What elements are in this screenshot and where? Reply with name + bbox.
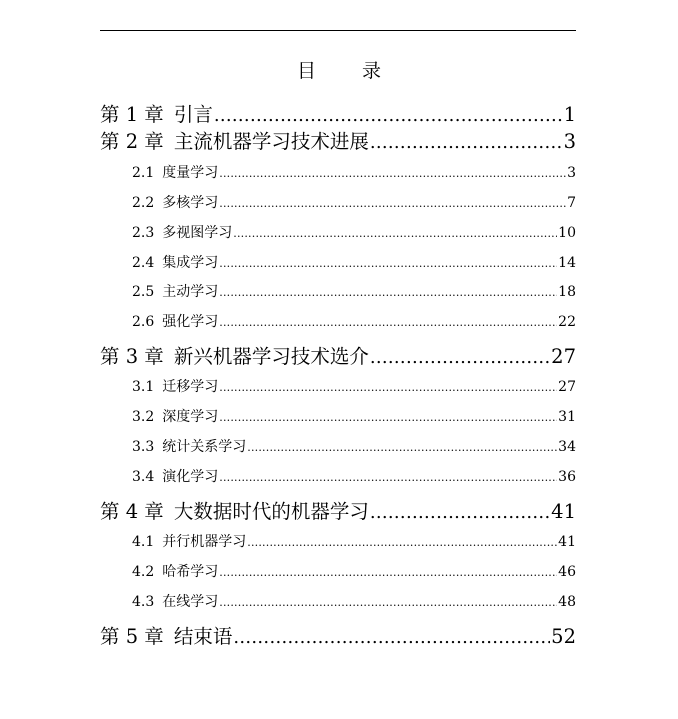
toc-page: 41 bbox=[558, 534, 576, 550]
toc-page: 3 bbox=[563, 130, 576, 153]
toc-page: 27 bbox=[551, 345, 576, 368]
toc-number: 4.3 bbox=[132, 594, 155, 610]
toc-section[interactable] bbox=[132, 252, 576, 272]
toc-label: 强化学习 bbox=[162, 314, 219, 330]
toc-label: 结束语 bbox=[173, 625, 233, 648]
toc-number: 第 2 章 bbox=[100, 130, 164, 153]
toc-number: 2.1 bbox=[132, 165, 155, 181]
toc-section[interactable] bbox=[132, 561, 576, 581]
toc-number: 第 5 章 bbox=[100, 625, 164, 648]
toc-label: 主流机器学习技术进展 bbox=[173, 130, 369, 153]
toc-page: 18 bbox=[558, 284, 576, 300]
toc-page: 7 bbox=[567, 195, 576, 211]
toc-number: 2.6 bbox=[132, 314, 155, 330]
toc-leader bbox=[219, 284, 557, 300]
toc-number: 3.3 bbox=[132, 439, 155, 455]
toc-section[interactable] bbox=[132, 222, 576, 242]
toc-number: 3.1 bbox=[132, 379, 155, 395]
toc-leader bbox=[214, 103, 563, 126]
toc-leader bbox=[233, 225, 557, 241]
toc-leader bbox=[219, 314, 557, 330]
toc-label: 哈希学习 bbox=[162, 564, 219, 580]
toc-page: 1 bbox=[563, 103, 576, 126]
toc-label: 深度学习 bbox=[162, 409, 219, 425]
toc-label: 演化学习 bbox=[162, 469, 219, 485]
toc-leader bbox=[370, 345, 550, 368]
toc-label: 度量学习 bbox=[162, 165, 219, 181]
toc-chapter[interactable] bbox=[100, 341, 576, 369]
toc-leader bbox=[247, 439, 557, 455]
toc-section[interactable] bbox=[132, 311, 576, 331]
toc-leader bbox=[219, 195, 566, 211]
toc-leader bbox=[233, 625, 550, 648]
toc-number: 4.2 bbox=[132, 564, 155, 580]
toc-page: 22 bbox=[558, 314, 576, 330]
toc-number: 3.2 bbox=[132, 409, 155, 425]
toc-chapter[interactable] bbox=[100, 496, 576, 524]
toc-page: 46 bbox=[558, 564, 576, 580]
toc-page: 36 bbox=[558, 469, 576, 485]
toc-chapter[interactable] bbox=[100, 126, 576, 154]
toc-section[interactable] bbox=[132, 591, 576, 611]
toc-leader bbox=[219, 564, 557, 580]
top-rule bbox=[100, 30, 576, 31]
toc-number: 3.4 bbox=[132, 469, 155, 485]
toc-label: 在线学习 bbox=[162, 594, 219, 610]
toc-section[interactable] bbox=[132, 406, 576, 426]
toc-number: 4.1 bbox=[132, 534, 155, 550]
toc-section[interactable] bbox=[132, 162, 576, 182]
toc-leader bbox=[219, 469, 557, 485]
toc-label: 统计关系学习 bbox=[162, 439, 247, 455]
toc-page: 27 bbox=[558, 379, 576, 395]
toc-leader bbox=[247, 534, 557, 550]
toc-page: 52 bbox=[551, 625, 576, 648]
toc-label: 多核学习 bbox=[162, 195, 219, 211]
toc-page: 10 bbox=[558, 225, 576, 241]
toc-number: 第 4 章 bbox=[100, 500, 164, 523]
toc-chapter[interactable] bbox=[100, 621, 576, 649]
toc-page: 14 bbox=[558, 255, 576, 271]
toc-label: 并行机器学习 bbox=[162, 534, 247, 550]
toc-label: 引言 bbox=[173, 103, 213, 126]
toc-page: 48 bbox=[558, 594, 576, 610]
toc-leader bbox=[219, 594, 557, 610]
toc-page: 41 bbox=[551, 500, 576, 523]
toc-number: 2.2 bbox=[132, 195, 155, 211]
toc-number: 2.4 bbox=[132, 255, 155, 271]
toc-page: 3 bbox=[567, 165, 576, 181]
toc-leader bbox=[370, 130, 563, 153]
toc-section[interactable] bbox=[132, 281, 576, 301]
toc-page: 31 bbox=[558, 409, 576, 425]
toc-label: 迁移学习 bbox=[162, 379, 219, 395]
toc-section[interactable] bbox=[132, 436, 576, 456]
toc-section[interactable] bbox=[132, 466, 576, 486]
toc-section[interactable] bbox=[132, 531, 576, 551]
toc-number: 2.5 bbox=[132, 284, 155, 300]
toc-label: 多视图学习 bbox=[162, 225, 233, 241]
toc-label: 集成学习 bbox=[162, 255, 219, 271]
toc-label: 大数据时代的机器学习 bbox=[173, 500, 369, 523]
toc-chapter[interactable] bbox=[100, 99, 576, 127]
toc-section[interactable] bbox=[132, 192, 576, 212]
page-title: 目 录 bbox=[296, 60, 402, 82]
toc-leader bbox=[219, 165, 566, 181]
toc-leader bbox=[219, 379, 557, 395]
toc-number: 第 3 章 bbox=[100, 345, 164, 368]
toc-leader bbox=[219, 409, 557, 425]
toc-section[interactable] bbox=[132, 376, 576, 396]
toc-label: 新兴机器学习技术选介 bbox=[173, 345, 369, 368]
toc-leader bbox=[370, 500, 550, 523]
toc-number: 2.3 bbox=[132, 225, 155, 241]
toc-leader bbox=[219, 255, 557, 271]
toc-label: 主动学习 bbox=[162, 284, 219, 300]
toc-page: 34 bbox=[558, 439, 576, 455]
toc-number: 第 1 章 bbox=[100, 103, 164, 126]
